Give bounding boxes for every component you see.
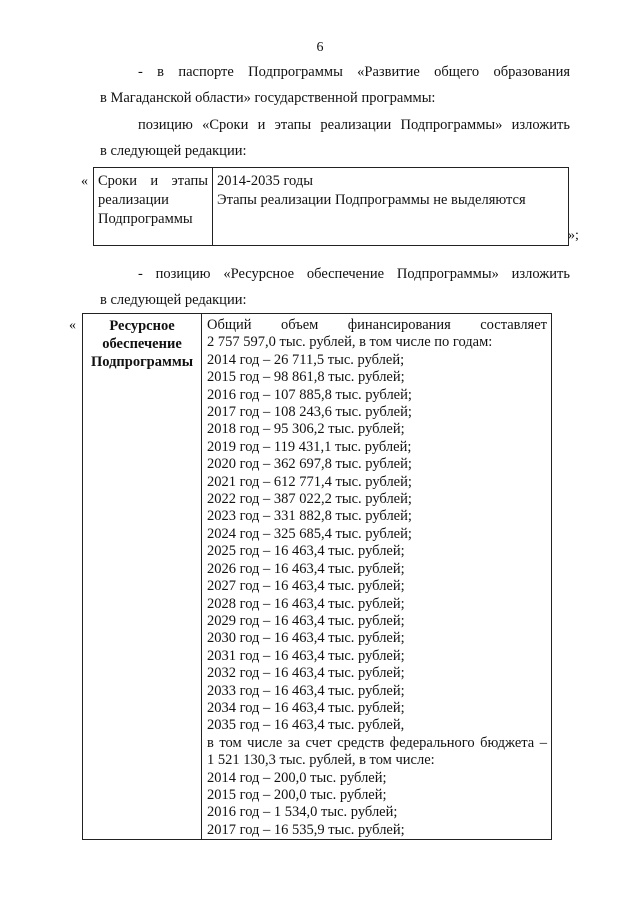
table-1-value-cell xyxy=(217,172,562,210)
table-1-divider xyxy=(212,168,213,245)
paragraph-2-line-1: позицию «Сроки и этапы реализации Подпрограммы» изложить xyxy=(138,117,570,133)
funding-line: 2017 год – 16 535,9 тыс. рублей; xyxy=(207,821,405,838)
table-1-label-line-2: реализации xyxy=(98,192,169,208)
funding-line: 1 521 130,3 тыс. рублей, в том числе: xyxy=(207,752,435,769)
funding-line: 2022 год – 387 022,2 тыс. рублей; xyxy=(207,491,412,508)
paragraph-3-line-1: - позицию «Ресурсное обеспечение Подпрограммы» изложить xyxy=(138,266,570,282)
funding-line: 2017 год – 108 243,6 тыс. рублей; xyxy=(207,404,412,421)
funding-line: 2016 год – 1 534,0 тыс. рублей; xyxy=(207,804,398,821)
funding-line: 2029 год – 16 463,4 тыс. рублей; xyxy=(207,612,405,629)
funding-line: 2 757 597,0 тыс. рублей, в том числе по годам: xyxy=(207,334,493,351)
funding-line: 2015 год – 98 861,8 тыс. рублей; xyxy=(207,369,405,386)
timeline-table xyxy=(93,167,569,246)
funding-line: 2014 год – 200,0 тыс. рублей; xyxy=(207,769,387,786)
funding-line: 2014 год – 26 711,5 тыс. рублей; xyxy=(207,351,405,368)
funding-line: в том числе за счет средств федерального бюджета – xyxy=(207,734,547,751)
funding-line: 2019 год – 119 431,1 тыс. рублей; xyxy=(207,438,412,455)
funding-line: 2025 год – 16 463,4 тыс. рублей; xyxy=(207,543,405,560)
table-2-label-cell xyxy=(85,317,199,371)
funding-line: 2031 год – 16 463,4 тыс. рублей; xyxy=(207,647,405,664)
funding-line: 2028 год – 16 463,4 тыс. рублей; xyxy=(207,595,405,612)
table-2-label-line-2: обеспечение xyxy=(102,336,182,352)
funding-line: 2016 год – 107 885,8 тыс. рублей; xyxy=(207,386,412,403)
funding-line: 2035 год – 16 463,4 тыс. рублей, xyxy=(207,717,405,734)
funding-line: 2033 год – 16 463,4 тыс. рублей; xyxy=(207,682,405,699)
paragraph-1-line-1: - в паспорте Подпрограммы «Развитие общего образования xyxy=(138,64,570,80)
table-1-value-line-2: Этапы реализации Подпрограммы не выделяются xyxy=(217,192,526,208)
table-2-label-line-1: Ресурсное xyxy=(109,318,175,334)
funding-line: 2021 год – 612 771,4 тыс. рублей; xyxy=(207,473,412,490)
funding-table xyxy=(82,313,552,840)
table-1-value-line-1: 2014-2035 годы xyxy=(217,173,313,189)
table-2-label-line-3: Подпрограммы xyxy=(90,354,194,370)
funding-line: 2032 год – 16 463,4 тыс. рублей; xyxy=(207,665,405,682)
table-1-open-quote: « xyxy=(81,174,88,189)
funding-line: 2023 год – 331 882,8 тыс. рублей; xyxy=(207,508,412,525)
funding-line: 2018 год – 95 306,2 тыс. рублей; xyxy=(207,421,405,438)
table-1-label-cell xyxy=(98,172,208,229)
funding-line: 2030 год – 16 463,4 тыс. рублей; xyxy=(207,630,405,647)
funding-line: 2015 год – 200,0 тыс. рублей; xyxy=(207,786,387,803)
funding-line: 2020 год – 362 697,8 тыс. рублей; xyxy=(207,456,412,473)
funding-line: 2026 год – 16 463,4 тыс. рублей; xyxy=(207,560,405,577)
table-1-label-line-1: Сроки и этапы xyxy=(98,173,208,189)
table-2-value-cell xyxy=(207,317,547,839)
funding-line: Общий объем финансирования составляет xyxy=(207,317,547,333)
table-2-divider xyxy=(201,314,202,839)
paragraph-2-line-2: в следующей редакции: xyxy=(100,143,247,159)
funding-line: 2034 год – 16 463,4 тыс. рублей; xyxy=(207,699,405,716)
table-2-open-quote: « xyxy=(69,318,76,333)
page-number: 6 xyxy=(316,40,324,55)
table-1-close-quote: »; xyxy=(568,228,579,243)
funding-line: 2027 год – 16 463,4 тыс. рублей; xyxy=(207,578,405,595)
paragraph-3-line-2: в следующей редакции: xyxy=(100,292,247,308)
table-1-label-line-3: Подпрограммы xyxy=(98,211,193,227)
paragraph-1-line-2: в Магаданской области» государственной программы: xyxy=(100,90,436,106)
funding-line: 2024 год – 325 685,4 тыс. рублей; xyxy=(207,525,412,542)
